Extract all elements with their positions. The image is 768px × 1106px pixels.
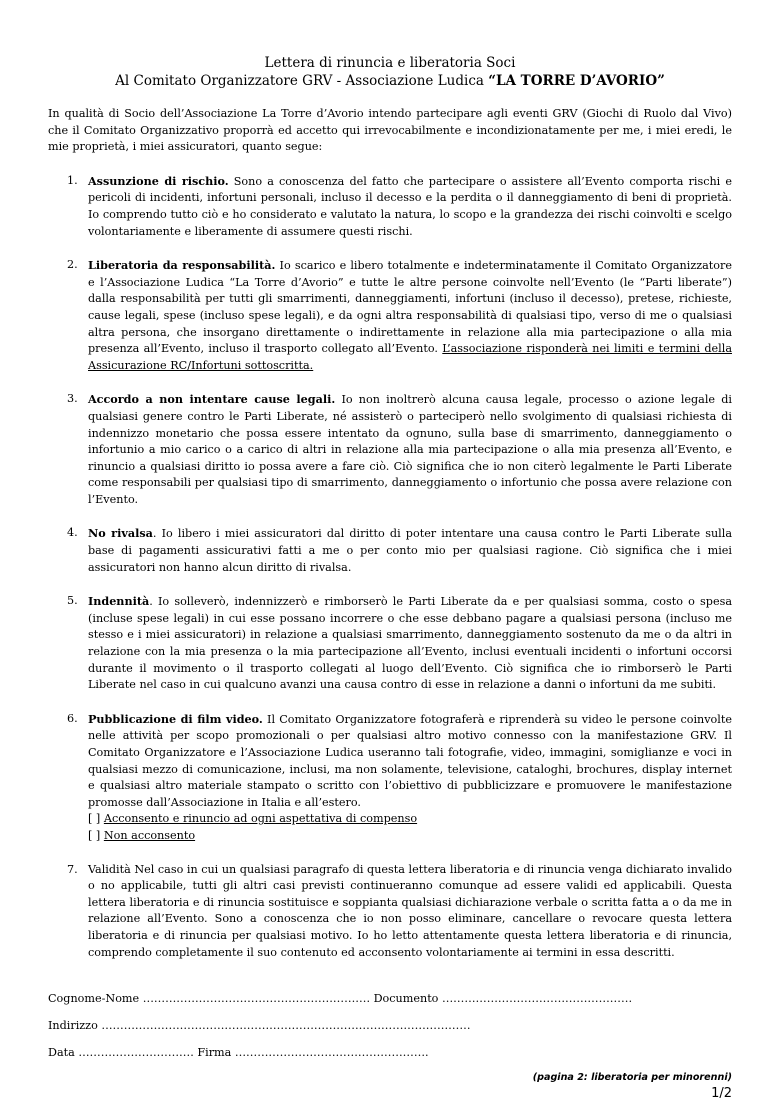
clause-body: . Io libero i miei assicuratori dal diritto di poter intentare una causa contro le Parti Liberate sulla base di pagamenti assicurativi fatti a me o per conto mio per qualsiasi ragione. Ciò significa che i miei assicuratori non hanno alcun diritto di rivalsa.: [88, 527, 732, 574]
clause-6: [48, 711, 732, 845]
title-line-2-bold: “LA TORRE D’AVORIO”: [488, 73, 665, 89]
clause-5: [48, 593, 732, 694]
clause-number: 1.: [67, 173, 78, 187]
clause-body: Io scarico e libero totalmente e indeterminatamente il Comitato Organizzatore e l’Associazione Ludica “La Torre d’Avorio” e tutte le altre persone coinvolte nell’Evento (le “Parti liberate”) dalla responsabilità per tutti gli smarrimenti, danneggiamenti, infortuni (incluso il decesso), pretese, richieste, cause legali, spese (incluso spese legali), e da ogni altra responsabilità di qualsiasi tipo, verso di me o qualsiasi altra persona, che insorgano direttamente o indirettamente in relazione alla mia partecipazione o alla mia presenza all’Evento, incluso il trasporto collegato all’Evento.: [88, 259, 733, 356]
clause-heading: Indennità: [88, 594, 150, 609]
address-field[interactable]: Indirizzo ………………………………………………………………………………………: [48, 1019, 471, 1033]
clause-body: Il Comitato Organizzatore fotograferà e riprenderà su video le persone coinvolte nelle attività per scopo promozionali o per qualsiasi altro motivo connesso con la manifestazione GRV. Il Comitato Organizzatore e l’Associazione Ludica useranno tali fotografie, video, immagini, somiglianze e voci in qualsiasi mezzo di comunicazione, inclusi, ma non solamente, televisione, cataloghi, brochures, display internet e qualsiasi altro materiale stampato o scritto con l’obiettivo di pubblicizzare e promuovere le manifestazione promosse dall’Associazione in Italia e all’estero.: [88, 712, 732, 809]
clause-number: 5.: [67, 594, 78, 608]
clause-body: . Io solleverò, indennizzerò e rimborserò le Parti Liberate da e per qualsiasi somma, costo o spesa (incluse spese legali) in cui esse possano incorrere o che esse debbano pagare a qualsiasi persona (incluso me stesso e i miei assicuratori) in relazione a qualsiasi smarrimento, danneggiamento sostenuto da me o da altri in relazione con la mia presenza o la mia partecipazione all’Evento, inclusi eventuali incidenti o infortuni occorsi durante il movimento o il trasporto collegati al luogo dell’Evento. Ciò significa che io rimborserò le Parti Liberate nel caso in cui qualcuno avanzi una causa contro di esse in relazione a danni o infortuni da me subiti.: [88, 595, 732, 692]
title-line-1: Lettera di rinuncia e liberatoria Soci: [264, 55, 516, 71]
clause-heading: Assunzione di rischio.: [88, 173, 229, 188]
clause-underlined-note: L’associazione risponderà nei limiti e termini della Assicurazione RC/Infortuni sottoscritta.: [88, 342, 732, 372]
document-page: [48, 40, 732, 1106]
name-document-field[interactable]: Cognome-Nome ……………………………………………………. Documento ……………………………………………: [48, 992, 633, 1006]
clause-number: 7.: [67, 862, 78, 876]
checkbox[interactable]: [ ]: [88, 812, 101, 826]
consent-option[interactable]: [88, 811, 732, 828]
clause-heading: No rivalsa: [88, 526, 153, 541]
page-number: 1/2: [711, 1086, 732, 1102]
document-title: [48, 54, 732, 90]
clause-number: 3.: [67, 392, 78, 406]
checkbox[interactable]: [ ]: [88, 828, 101, 842]
decline-option[interactable]: [88, 828, 732, 845]
clause-heading: Liberatoria da responsabilità.: [88, 258, 276, 273]
clause-4: [48, 525, 732, 576]
title-line-2: [48, 72, 732, 90]
decline-option-label: Non acconsento: [103, 828, 196, 842]
intro-paragraph: In qualità di Socio dell’Associazione La Torre d’Avorio intendo partecipare agli eventi GRV (Giochi di Ruolo dal Vivo) che il Comitato Organizzativo proporrà ed accetto qui irrevocabilmente e incondizionatamente per me, i miei eredi, le mie proprietà, i miei assicuratori, quanto segue:: [48, 107, 732, 154]
date-signature-field[interactable]: Data …………………………. Firma …………………………………………….: [48, 1046, 429, 1060]
clause-7: [48, 862, 732, 962]
clause-number: 2.: [67, 258, 78, 272]
clause-body: Sono a conoscenza del fatto che partecipare o assistere all’Evento comporta rischi e pericoli di incidenti, infortuni personali, incluso il decesso e la perdita o il danneggiamento di beni di proprietà. Io comprendo tutto ciò e ho considerato e valutato la natura, lo scopo e la grandezza dei rischi coinvolti e scelgo volontariamente e liberamente di assumere questi rischi.: [88, 174, 732, 238]
clause-number: 4.: [67, 526, 78, 540]
consent-option-label: Acconsento e rinuncio ad ogni aspettativa di compenso: [103, 812, 418, 826]
clause-heading: Pubblicazione di film video.: [88, 711, 263, 726]
clause-3: [48, 391, 732, 508]
clause-body: Validità Nel caso in cui un qualsiasi paragrafo di questa lettera liberatoria e di rinuncia venga dichiarato invalido o no applicabile, tutti gli altri casi previsti continueranno comunque ad essere validi ed applicabili. Questa lettera liberatoria e di rinuncia sostituisce e soppianta qualsiasi dichiarazione verbale o scritta fatta a o da me in relazione all’Evento. Sono a conoscenza che io non posso eliminare, cancellare o revocare questa lettera liberatoria e di rinuncia per qualsiasi motivo. Io ho letto attentamente questa lettera liberatoria e di rinuncia, comprendo completamente il suo contenuto ed acconsento volontariamente ai termini in essa descritti.: [88, 862, 732, 959]
clause-number: 6.: [67, 711, 78, 725]
next-page-note: (pagina 2: liberatoria per minorenni): [532, 1072, 732, 1084]
clause-list: [48, 173, 732, 961]
page-footer: [48, 1072, 732, 1106]
clause-heading: Accordo a non intentare cause legali.: [88, 392, 336, 407]
title-line-2-plain: Al Comitato Organizzatore GRV - Associazione Ludica: [115, 73, 489, 89]
clause-body: Io non inoltrerò alcuna causa legale, processo o azione legale di qualsiasi genere contro le Parti Liberate, né assisterò o parteciperò nello svolgimento di qualsiasi richiesta di indennizzo monetario che possa essere intentato da ognuno, sulla base di smarrimento, danneggiamento o infortunio a mio carico o a carico di altri in relazione alla mia partecipazione o alla mia presenza all’Evento, e rinuncio a qualsiasi diritto io possa avere a fare ciò. Ciò significa che io non citerò legalmente le Parti Liberate come responsabili per qualsiasi tipo di smarrimento, danneggiamento o infortunio che possa avere relazione con l’Evento.: [88, 393, 732, 506]
signature-fields: [48, 991, 732, 1061]
clause-2: [48, 257, 732, 374]
clause-1: [48, 173, 732, 240]
